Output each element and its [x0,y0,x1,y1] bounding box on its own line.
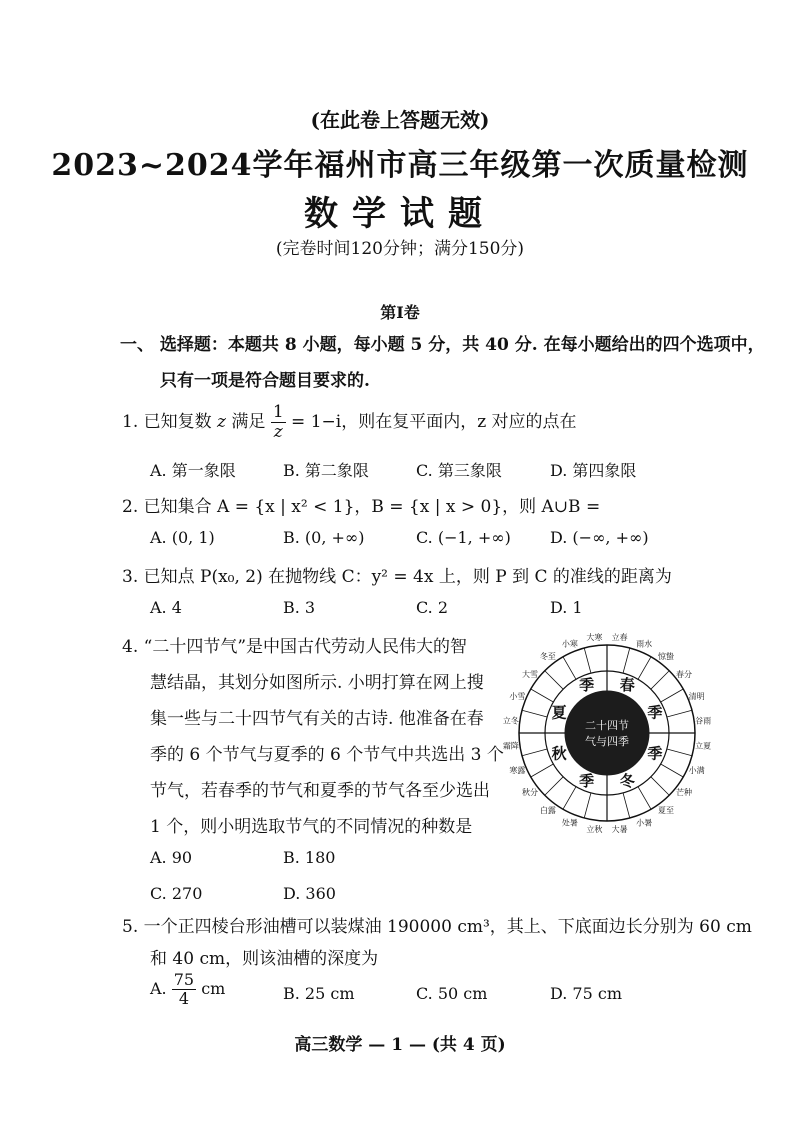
question-4-line-5: 节气，若春季的节气和夏季的节气各至少选出 [150,781,490,801]
solar-term-label: 白露 [539,805,556,815]
wheel-tick [661,764,684,777]
wheel-tick [584,648,591,673]
wheel-tick [522,710,547,717]
solar-term-label: 立秋 [586,825,603,835]
season-char: 季 [579,771,595,790]
wheel-center-label-2: 气与四季 [585,735,629,748]
solar-term-label: 秋分 [522,788,539,798]
q4-option-c: C. 270 [150,884,203,903]
solar-term-label: 处暑 [561,818,578,828]
solar-term-label: 雨水 [636,639,653,649]
q4-option-d: D. 360 [283,884,336,903]
q5-option-a [150,972,225,1007]
solar-term-label: 夏至 [658,805,675,815]
q5-frac-num: 75 [173,970,195,989]
wheel-tick [531,689,554,702]
wheel-tick [623,793,630,818]
q1-frac-num: 1 [272,402,284,422]
solar-term-label: 大暑 [611,825,628,835]
solar-term-label: 小雪 [509,691,526,701]
solar-term-label: 立夏 [695,741,712,751]
q3-option-a: A. 4 [150,598,182,617]
q2-option-c: C. (−1, +∞) [416,528,511,547]
solar-term-label: 寒露 [509,766,526,776]
solar-term-label: 小暑 [636,818,653,828]
wheel-tick [545,671,563,689]
q3-option-b: B. 3 [283,598,316,617]
exam-timing: (完卷时间120分钟；满分150分) [275,239,525,259]
question-5-line-2: 和 40 cm，则该油槽的深度为 [150,949,379,969]
wheel-tick [623,648,630,673]
q5-option-a-fraction [172,972,196,1007]
subject-title: 数学试题 [304,194,496,234]
q1-pre: 1. 已知复数 [122,412,212,432]
solar-term-label: 大寒 [586,632,603,642]
volume-label: 第Ⅰ卷 [380,303,420,322]
wheel-tick [522,749,547,756]
question-4-line-4: 季的 6 个节气与夏季的 6 个节气中共选出 3 个 [150,745,504,765]
wheel-tick [661,689,684,702]
wheel-tick [545,777,563,795]
solar-term-label: 小满 [688,766,705,776]
season-char: 冬 [619,771,635,790]
page-footer: 高三数学 — 1 — (共 4 页) [294,1035,506,1055]
season-char: 季 [579,676,595,695]
q5-frac-den: 4 [178,989,189,1008]
q1-post: = 1−i，则在复平面内，z 对应的点在 [291,412,577,432]
question-2-stem: 2. 已知集合 A = {x | x² < 1}，B = {x | x > 0}，则 A∪B = [122,497,601,517]
solar-term-label: 立春 [611,632,628,642]
wheel-tick [563,657,576,680]
solar-term-label: 清明 [688,691,705,701]
season-char: 季 [647,744,663,763]
season-char: 秋 [551,744,567,763]
exam-title: 2023~2024学年福州市高三年级第一次质量检测 [51,148,749,183]
solar-term-label: 芒种 [675,788,692,798]
wheel-tick [667,710,692,717]
wheel-tick [638,787,651,810]
q4-option-a: A. 90 [150,848,193,867]
season-char: 季 [647,703,663,722]
q5-option-c: C. 50 cm [416,984,488,1003]
solar-term-label: 大雪 [522,669,539,679]
q5-option-a-unit: cm [201,979,226,998]
q2-option-a: A. (0, 1) [150,528,215,547]
wheel-tick [531,764,554,777]
question-3-stem: 3. 已知点 P(x₀, 2) 在抛物线 C：y² = 4x 上，则 P 到 C 的准线的距离为 [122,567,672,587]
question-4-line-1: 4. “二十四节气”是中国古代劳动人民伟大的智 [122,637,468,657]
q5-option-a-label: A. [150,979,167,998]
q1-option-b: B. 第二象限 [283,461,369,480]
wheel-center-label-1: 二十四节 [585,719,629,732]
question-5-line-1: 5. 一个正四棱台形油槽可以装煤油 190000 cm³，其上、下底面边长分别为 60 cm [122,917,752,937]
wheel-tick [584,793,591,818]
invalid-answer-notice: (在此卷上答题无效) [310,108,490,132]
q5-option-d: D. 75 cm [550,984,623,1003]
section-heading: 一、 选择题：本题共 8 小题，每小题 5 分，共 40 分. 在每小题给出的四个选项中， [120,335,765,355]
solar-term-label: 冬至 [539,652,556,662]
q4-option-b: B. 180 [283,848,336,867]
q3-option-d: D. 1 [550,598,583,617]
wheel-tick [651,777,669,795]
season-char: 春 [619,676,635,695]
wheel-tick [563,787,576,810]
q1-option-a: A. 第一象限 [150,461,236,480]
wheel-tick [667,749,692,756]
solar-term-label: 小寒 [561,639,578,649]
solar-term-label: 谷雨 [695,716,712,726]
wheel-tick [651,671,669,689]
q1-var: z [217,412,226,432]
question-1-stem [122,404,577,441]
question-4-line-2: 慧结晶，其划分如图所示. 小明打算在网上搜 [150,673,484,693]
solar-term-label: 惊蛰 [658,652,675,662]
q1-frac-den: z [273,422,283,442]
solar-terms-wheel [502,625,712,837]
section-heading-cont: 只有一项是符合题目要求的. [160,371,370,391]
season-char: 夏 [551,703,567,722]
q2-option-d: D. (−∞, +∞) [550,528,649,547]
q5-option-b: B. 25 cm [283,984,355,1003]
solar-term-label: 春分 [675,669,692,679]
q1-option-c: C. 第三象限 [416,461,502,480]
q1-fraction [271,404,286,441]
wheel-tick [638,657,651,680]
solar-term-label: 立冬 [502,716,519,726]
q1-option-d: D. 第四象限 [550,461,637,480]
q2-option-b: B. (0, +∞) [283,528,365,547]
solar-term-label: 霜降 [502,741,519,751]
question-4-line-6: 1 个，则小明选取节气的不同情况的种数是 [150,817,473,837]
q1-mid: 满足 [231,412,266,432]
question-4-line-3: 集一些与二十四节气有关的古诗. 他准备在春 [150,709,484,729]
q3-option-c: C. 2 [416,598,449,617]
